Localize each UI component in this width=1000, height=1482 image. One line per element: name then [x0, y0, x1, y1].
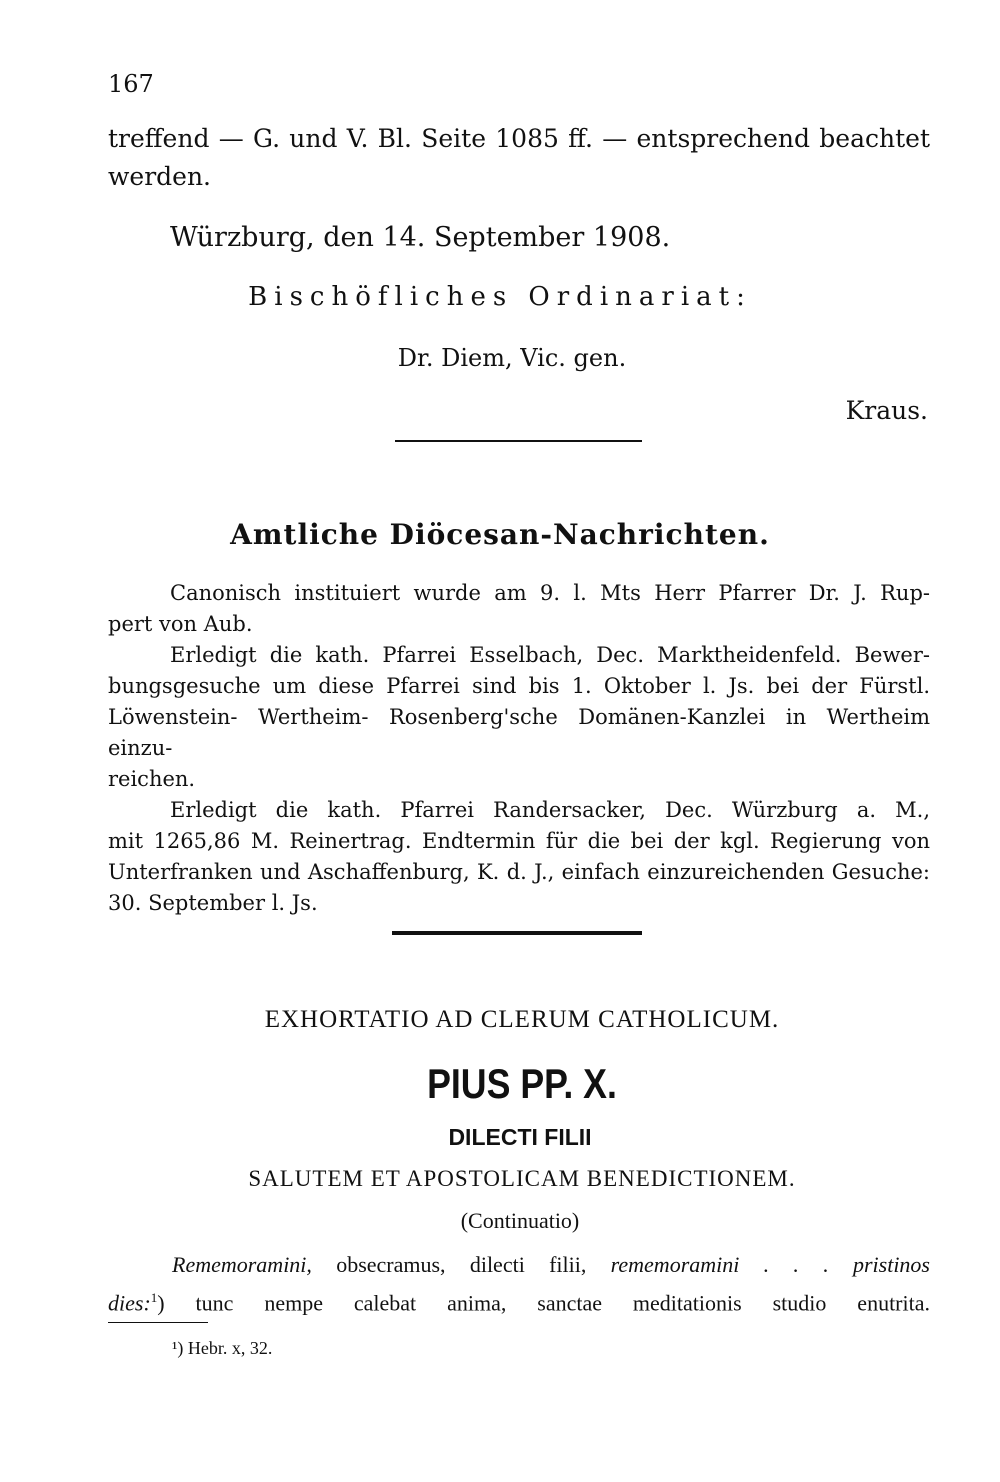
news-p1-line-1: Canonisch instituiert wurde am 9. l. Mts Herr Pfarrer Dr. J. Rup-	[170, 581, 930, 605]
intro-line-1: treffend — G. und V. Bl. Seite 1085 ff. — entsprechend beachtet	[108, 124, 930, 153]
latin-italic-2: rememoramini . . . pristinos	[610, 1252, 930, 1277]
news-p3-line-1: Erledigt die kath. Pfarrei Randersacker, Dec. Würzburg a. M.,	[170, 798, 930, 822]
separator-rule-2	[392, 931, 642, 935]
latin-text-1: obsecramus, dilecti filii,	[311, 1252, 611, 1277]
separator-rule-1	[395, 440, 642, 442]
continuatio: (Continuatio)	[460, 1208, 580, 1233]
news-p3-line-4: 30. September l. Js.	[108, 891, 318, 915]
news-p1-line-2: pert von Aub.	[108, 612, 253, 636]
footnote-rule	[108, 1322, 208, 1323]
footnote: ¹) Hebr. x, 32.	[172, 1338, 273, 1358]
latin-italic-3: dies:	[108, 1290, 151, 1316]
latin-italic-1: Rememoramini,	[172, 1252, 312, 1277]
pius-title: PIUS PP. X.	[427, 1060, 617, 1107]
dateline: Würzburg, den 14. September 1908.	[170, 222, 671, 253]
news-p3-line-2: mit 1265,86 M. Reinertrag. Endtermin für die bei der kgl. Regierung von	[108, 829, 930, 853]
dilecti-filii: DILECTI FILII	[448, 1124, 592, 1150]
latin-body	[108, 1248, 930, 1319]
intro-line-2: werden.	[108, 162, 211, 191]
exhortatio-title: EXHORTATIO AD CLERUM CATHOLICUM.	[264, 1006, 780, 1033]
news-p2-line-1: Erledigt die kath. Pfarrei Esselbach, Dec. Marktheidenfeld. Bewer-	[170, 643, 930, 667]
salutem-line: SALUTEM ET APOSTOLICAM BENEDICTIONEM.	[248, 1166, 796, 1191]
news-section	[108, 578, 930, 919]
latin-text-2: ) tunc nempe calebat anima, sanctae meditationis studio enutrita.	[157, 1290, 930, 1316]
latin-body-line-1	[108, 1248, 930, 1281]
news-p2-line-2: bungsgesuche um diese Pfarrei sind bis 1. Oktober l. Js. bei der Fürstl.	[108, 674, 930, 698]
news-p3-line-3: Unterfranken und Aschaffenburg, K. d. J., einfach einzureichenden Gesuche:	[108, 860, 930, 884]
page-number: 167	[108, 70, 154, 98]
ordinariat-title: Bischöfliches Ordinariat:	[248, 282, 752, 312]
footnote-marker: 1	[150, 1290, 158, 1305]
latin-body-line-2	[108, 1281, 930, 1319]
signature-vicar-general: Dr. Diem, Vic. gen.	[397, 344, 627, 372]
news-p2-line-4: reichen.	[108, 767, 196, 791]
signature-kraus: Kraus.	[845, 396, 928, 425]
section-heading: Amtliche Diöcesan-Nachrichten.	[230, 518, 770, 551]
news-p2-line-3: Löwenstein- Wertheim- Rosenberg'sche Domänen-Kanzlei in Wertheim einzu-	[108, 705, 930, 760]
